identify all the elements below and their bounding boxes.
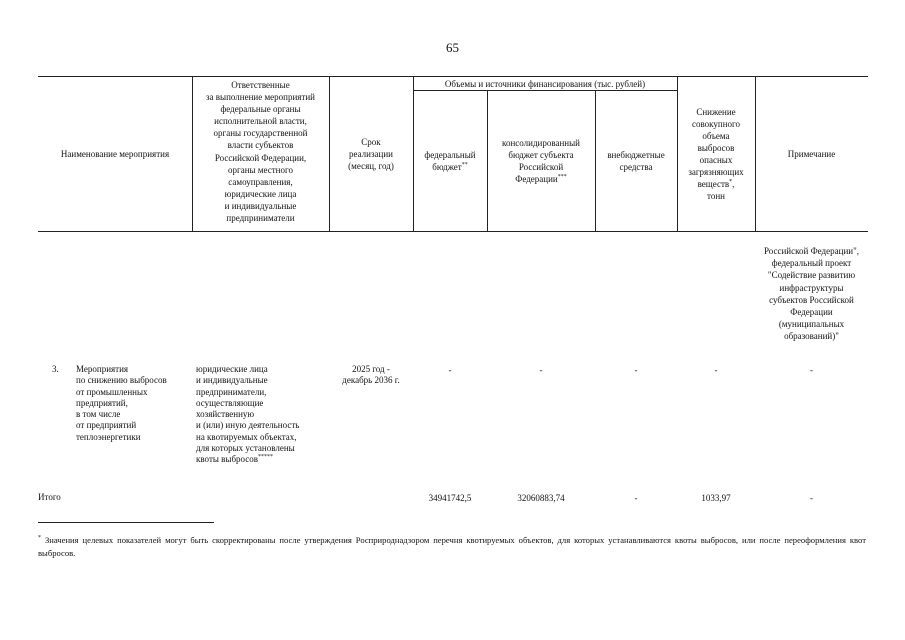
row3-federal: - bbox=[448, 365, 452, 375]
row3-period: 2025 год - декабрь 2036 г. bbox=[342, 364, 400, 386]
row3-responsible: юридические лица и индивидуальные предприниматели, осуществляющие хозяйственную и (или) иную деятельность на квотируемых объектах, для которых установлены квоты выбросов***** bbox=[196, 364, 300, 465]
total-reduction: 1033,97 bbox=[701, 493, 731, 503]
total-extrabudget: - bbox=[634, 493, 638, 503]
total-label: Итого bbox=[38, 492, 61, 502]
total-consolidated: 32060883,74 bbox=[517, 493, 565, 503]
header-consolidated: консолидированный бюджет субъекта Российской Федерации*** bbox=[502, 138, 580, 184]
footnote-separator bbox=[38, 522, 214, 523]
footnote: * Значения целевых показателей могут быть скорректированы после утверждения Росприроднадзором перечня квотируемых объектов, для которых устанавливаются квоты выбросов, или после переоформления квот выбросов. bbox=[38, 535, 866, 558]
page-number: 65 bbox=[446, 40, 459, 55]
header-period: Срок реализации (месяц, год) bbox=[348, 137, 394, 171]
row3-number: 3. bbox=[52, 364, 59, 374]
header-federal: федеральный бюджет** bbox=[424, 150, 476, 172]
row3-extrabudget: - bbox=[634, 365, 638, 375]
header-responsible: Ответственные за выполнение мероприятий федеральные органы исполнительной власти, органы государственной власти субъектов Российской Федерации, органы местного самоуправления, юридические лица и индивидуальные предприниматели bbox=[205, 80, 315, 224]
header-name: Наименование мероприятия bbox=[60, 149, 170, 159]
row3-note: - bbox=[810, 365, 813, 375]
row3-name: Мероприятия по снижению выбросов от промышленных предприятий, в том числе от предприятий теплоэнергетики bbox=[76, 364, 167, 442]
continuation-note: Российской Федерации", федеральный проект "Содействие развитию инфраструктуры субъектов Российской Федерации (муниципальных образований)" bbox=[763, 246, 860, 342]
header-note: Примечание bbox=[787, 149, 836, 159]
header-funding-group: Объемы и источники финансирования (тыс. рублей) bbox=[444, 79, 646, 89]
row3-consolidated: - bbox=[539, 365, 543, 375]
total-note: - bbox=[810, 493, 813, 503]
header-reduction: Снижение совокупного объема выбросов опасных загрязняющих веществ*, тонн bbox=[688, 107, 744, 201]
total-federal: 34941742,5 bbox=[428, 493, 472, 503]
header-bottom-rule bbox=[38, 231, 868, 232]
header-extrabudget: внебюджетные средства bbox=[607, 150, 665, 172]
row3-reduction: - bbox=[714, 365, 718, 375]
